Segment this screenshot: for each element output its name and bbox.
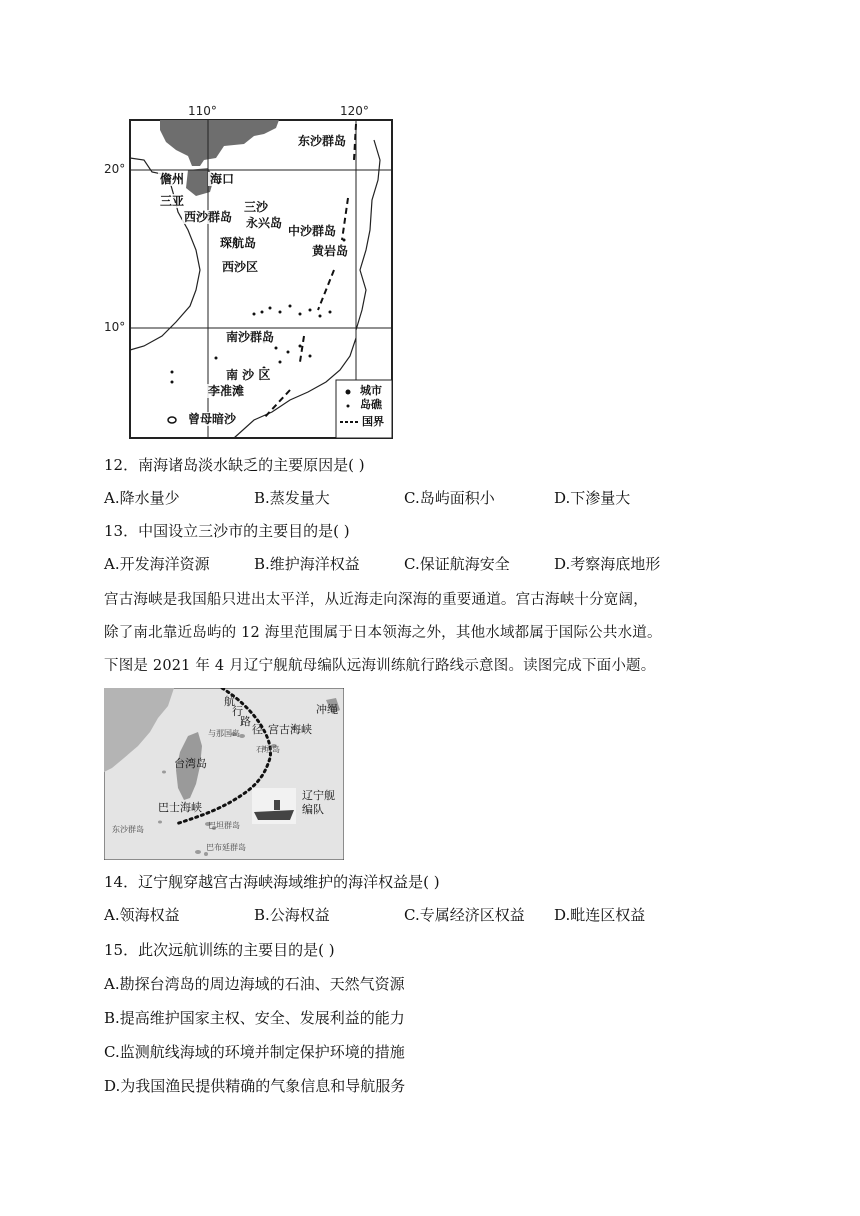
label-okinawa: 冲绳 xyxy=(316,703,338,716)
q13-option-d: D.考察海底地形 xyxy=(554,555,661,573)
place-yongxing: 永兴岛 xyxy=(246,216,283,230)
place-haikou: 海口 xyxy=(210,172,235,186)
place-nansha: 南沙群岛 xyxy=(226,330,275,344)
label-liaoning: 辽宁舰 xyxy=(302,789,335,802)
q12-option-a: A.降水量少 xyxy=(104,489,180,507)
place-huangyan: 黄岩岛 xyxy=(312,244,349,258)
legend-border: 国界 xyxy=(362,415,384,428)
route-char-1: 航 xyxy=(224,695,235,708)
label-dongsha: 东沙群岛 xyxy=(112,825,144,834)
label-babuyan: 巴布延群岛 xyxy=(206,843,246,852)
place-zengmu: 曾母暗沙 xyxy=(188,412,237,426)
q14-option-c: C.专属经济区权益 xyxy=(404,906,525,924)
passage-line-2: 除了南北靠近岛屿的 12 海里范围属于日本领海之外，其他水域都属于国际公共水道。 xyxy=(104,625,662,641)
place-chenhang: 琛航岛 xyxy=(220,236,257,250)
q15-stem: 15．此次远航训练的主要目的是( ) xyxy=(104,941,335,959)
label-batan: 巴坦群岛 xyxy=(208,821,240,830)
q15-option-d: D.为我国渔民提供精确的气象信息和导航服务 xyxy=(104,1077,406,1095)
q13-option-b: B.维护海洋权益 xyxy=(254,555,360,573)
q15-option-b: B.提高维护国家主权、安全、发展利益的能力 xyxy=(104,1009,405,1027)
south-china-sea-map xyxy=(104,100,396,442)
label-taiwan: 台湾岛 xyxy=(174,757,207,770)
label-miyako-strait: 宫古海峡 xyxy=(268,723,312,736)
place-sanya: 三亚 xyxy=(160,194,185,208)
liaoning-route-map xyxy=(104,688,344,860)
q12-stem: 12．南海诸岛淡水缺乏的主要原因是( ) xyxy=(104,456,365,474)
q13-option-a: A.开发海洋资源 xyxy=(104,555,210,573)
q15-option-c: C.监测航线海域的环境并制定保护环境的措施 xyxy=(104,1043,405,1061)
q12-option-d: D.下渗量大 xyxy=(554,489,631,507)
label-ishigaki: 石垣岛 xyxy=(256,745,280,754)
q12-option-b: B.蒸发量大 xyxy=(254,489,330,507)
lat-10-label: 10° xyxy=(104,320,126,334)
place-zhongsha: 中沙群岛 xyxy=(288,224,337,238)
place-xisha: 西沙群岛 xyxy=(184,210,233,224)
route-char-2: 行 xyxy=(232,705,243,718)
q15-option-a: A.勘探台湾岛的周边海域的石油、天然气资源 xyxy=(104,975,405,993)
route-char-3: 路 xyxy=(240,715,251,728)
q13-option-c: C.保证航海安全 xyxy=(404,555,510,573)
legend-island: 岛礁 xyxy=(360,398,382,411)
lat-20-label: 20° xyxy=(104,162,126,176)
place-lizhuntan: 李准滩 xyxy=(208,384,245,398)
place-danzhou: 儋州 xyxy=(160,172,185,186)
label-fleet: 编队 xyxy=(302,803,324,816)
passage-line-3: 下图是 2021 年 4 月辽宁舰航母编队远海训练航行路线示意图。读图完成下面小题。 xyxy=(104,658,656,674)
q14-option-d: D.毗连区权益 xyxy=(554,906,646,924)
place-dongsha: 东沙群岛 xyxy=(298,134,347,148)
q12-option-c: C.岛屿面积小 xyxy=(404,489,495,507)
lon-120-label: 120° xyxy=(340,104,369,118)
q14-stem: 14．辽宁舰穿越宫古海峡海域维护的海洋权益是( ) xyxy=(104,873,440,891)
legend-city: 城市 xyxy=(360,384,382,397)
label-bashi-strait: 巴士海峡 xyxy=(158,801,202,814)
route-char-4: 径 xyxy=(252,723,263,736)
q14-option-b: B.公海权益 xyxy=(254,906,330,924)
q14-option-a: A.领海权益 xyxy=(104,906,180,924)
lon-110-label: 110° xyxy=(188,104,217,118)
place-nansha-district: 南 沙 区 xyxy=(226,368,271,382)
passage-line-1: 宫古海峡是我国船只进出太平洋，从近海走向深海的重要通道。宫古海峡十分宽阔， xyxy=(104,592,648,608)
place-xisha-district: 西沙区 xyxy=(222,260,259,274)
label-yonaguni: 与那国岛 xyxy=(208,729,240,738)
place-sansha: 三沙 xyxy=(244,200,269,214)
q13-stem: 13．中国设立三沙市的主要目的是( ) xyxy=(104,522,350,540)
